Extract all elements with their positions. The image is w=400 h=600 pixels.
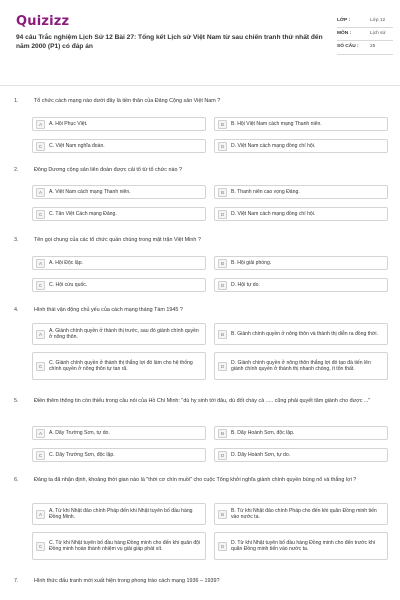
- grade-label: LỚP :: [337, 18, 351, 23]
- answer-option-b[interactable]: [214, 256, 388, 270]
- option-letter: D: [218, 281, 227, 290]
- answer-option-c[interactable]: [32, 207, 206, 221]
- option-letter: B: [218, 429, 227, 438]
- option-text: A. Từ khi Nhật đảo chính Pháp đến khi Nhật tuyên bố đầu hàng Đồng Minh.: [49, 507, 193, 520]
- option-text: B. Dãy Hoành Sơn, độc lập.: [231, 429, 295, 436]
- option-text: C. Giành chính quyền ở thành thị thắng lợi đó làm cho hệ thống chính quyền ở nông thôn tự tan rã.: [49, 359, 193, 372]
- option-text: B. Hội giải phóng.: [231, 259, 272, 266]
- option-text: A. Việt Nam cách mạng Thanh niên.: [49, 188, 131, 195]
- answer-option-d[interactable]: [214, 532, 388, 560]
- option-text: D. Hội tự do.: [231, 281, 260, 288]
- option-letter: B: [218, 188, 227, 197]
- question-number: 5.: [14, 398, 19, 404]
- answer-option-b[interactable]: [214, 323, 388, 345]
- option-text: D. Việt Nam cách mạng đồng chí hội.: [231, 142, 316, 149]
- option-letter: A: [36, 188, 45, 197]
- option-text: A. Giành chính quyền ở thành thị trước, sau đó giành chính quyền ở nông thôn.: [49, 327, 199, 340]
- question-number: 1.: [14, 98, 19, 104]
- question-text: Hình thức đấu tranh mới xuất hiện trong phong trào cách mạng 1936 – 1939?: [34, 578, 220, 584]
- option-letter: B: [218, 120, 227, 129]
- answer-option-d[interactable]: [214, 278, 388, 292]
- question-count-value: 25: [370, 44, 376, 50]
- question-count-label: SỐ CÂU :: [337, 44, 359, 50]
- option-letter: D: [218, 142, 227, 151]
- answer-option-c[interactable]: [32, 352, 206, 380]
- option-letter: D: [218, 451, 227, 460]
- question-number: 6.: [14, 477, 19, 483]
- option-text: C. Từ khi Nhật tuyên bố đầu hàng Đồng minh cho đến khi quân đội Đồng minh hoàn thành nhiệm vụ giải giáp phát xít.: [49, 539, 201, 552]
- answer-option-c[interactable]: [32, 532, 206, 560]
- header-divider: [0, 85, 400, 86]
- answer-option-d[interactable]: [214, 139, 388, 153]
- option-text: A. Hội Phục Việt.: [49, 120, 88, 127]
- question-number: 7.: [14, 578, 19, 584]
- answer-option-b[interactable]: [214, 117, 388, 131]
- option-text: B. Giành chính quyền ở nông thôn và thành thị diễn ra đồng thời.: [231, 330, 378, 337]
- meta-grade-row: [337, 15, 393, 28]
- option-letter: C: [36, 210, 45, 219]
- option-text: C. Việt Nam nghĩa đoàn.: [49, 142, 105, 149]
- option-letter: B: [218, 330, 227, 339]
- option-text: D. Dãy Hoành Sơn, tự do.: [231, 451, 291, 458]
- option-letter: C: [36, 362, 45, 371]
- option-letter: B: [218, 510, 227, 519]
- answer-option-d[interactable]: [214, 352, 388, 380]
- answer-option-a[interactable]: [32, 185, 206, 199]
- option-letter: D: [218, 542, 227, 551]
- meta-subject-row: [337, 28, 393, 41]
- answer-option-a[interactable]: [32, 256, 206, 270]
- option-text: C. Hội cứu quốc.: [49, 281, 88, 288]
- option-letter: C: [36, 281, 45, 290]
- option-letter: C: [36, 142, 45, 151]
- subject-value: Lịch sử: [370, 31, 386, 37]
- option-letter: A: [36, 259, 45, 268]
- option-letter: D: [218, 362, 227, 371]
- question-text: Đông Dương cộng sản liên đoàn được cải tổ từ tổ chức nào ?: [34, 167, 182, 173]
- option-letter: A: [36, 120, 45, 129]
- question-text: Hình thái vận động chủ yếu của cách mạng tháng Tám 1945 ?: [34, 307, 183, 313]
- question-text: Tổ chức cách mạng nào dưới đây là tiền thân của Đảng Cộng sản Việt Nam ?: [34, 98, 221, 104]
- option-text: D. Giành chính quyền ở nông thôn thắng lợi đó tạo đà tiến lên giành chính quyền ở thành thị nhanh chóng, ít tổn thất.: [231, 359, 371, 372]
- question-text: Điền thêm thông tin còn thiếu trong câu nói của Hồ Chí Minh: "dù hy sinh tới đâu, dù đốt cháy cả ..... cũng phải quyết tâm giành cho được ...": [34, 398, 371, 404]
- question-number: 2.: [14, 167, 19, 173]
- option-text: C. Tân Việt Cách mạng Đảng.: [49, 210, 117, 217]
- option-text: B. Từ khi Nhật đảo chính Pháp cho đến khi quân Đồng minh tiến vào nước ta.: [231, 507, 377, 520]
- answer-option-a[interactable]: [32, 426, 206, 440]
- question-text: Đảng ta đã nhận định, khoảng thời gian nào là "thời cơ chín muồi" cho cuộc Tổng khởi nghĩa giành chính quyền bùng nổ và thắng lợi ?: [34, 477, 357, 483]
- answer-option-c[interactable]: [32, 448, 206, 462]
- answer-option-d[interactable]: [214, 207, 388, 221]
- option-letter: A: [36, 510, 45, 519]
- worksheet-meta: [337, 15, 393, 55]
- question-number: 3.: [14, 237, 19, 243]
- document-title: 94 câu Trắc nghiệm Lịch Sử 12 Bài 27: Tổng kết Lịch sử Việt Nam từ sau chiến tranh thứ nhất đến năm 2000 (P1) có đáp án: [16, 34, 323, 50]
- subject-label: MÔN :: [337, 31, 352, 37]
- option-text: C. Dãy Trường Sơn, độc lập.: [49, 451, 115, 458]
- answer-option-c[interactable]: [32, 139, 206, 153]
- grade-value: Lớp 12: [370, 18, 386, 23]
- option-letter: C: [36, 542, 45, 551]
- option-letter: B: [218, 259, 227, 268]
- answer-option-a[interactable]: [32, 503, 206, 525]
- answer-option-c[interactable]: [32, 278, 206, 292]
- option-text: B. Hội Việt Nam cách mạng Thanh niên.: [231, 120, 322, 127]
- answer-option-b[interactable]: [214, 185, 388, 199]
- option-text: A. Hội Độc lập.: [49, 259, 83, 266]
- answer-option-b[interactable]: [214, 503, 388, 525]
- answer-option-a[interactable]: [32, 323, 206, 345]
- quizizz-logo: Quizizz: [16, 14, 70, 29]
- option-letter: A: [36, 429, 45, 438]
- question-number: 4.: [14, 307, 19, 313]
- answer-option-d[interactable]: [214, 448, 388, 462]
- meta-count-row: [337, 41, 393, 54]
- option-letter: A: [36, 330, 45, 339]
- answer-option-a[interactable]: [32, 117, 206, 131]
- option-text: A. Dãy Trường Sơn, tự do.: [49, 429, 110, 436]
- option-text: D. Việt Nam cách mạng đồng chí hội.: [231, 210, 316, 217]
- option-letter: D: [218, 210, 227, 219]
- option-letter: C: [36, 451, 45, 460]
- question-text: Tên gọi chung của các tổ chức quần chúng trong mặt trận Việt Minh ?: [34, 237, 201, 243]
- option-text: B. Thanh niên cao vọng Đảng.: [231, 188, 300, 195]
- option-text: D. Từ khi Nhật tuyên bố đầu hàng Đồng minh cho đến trước khi quân Đồng minh tiến vào nước ta.: [231, 539, 375, 552]
- answer-option-b[interactable]: [214, 426, 388, 440]
